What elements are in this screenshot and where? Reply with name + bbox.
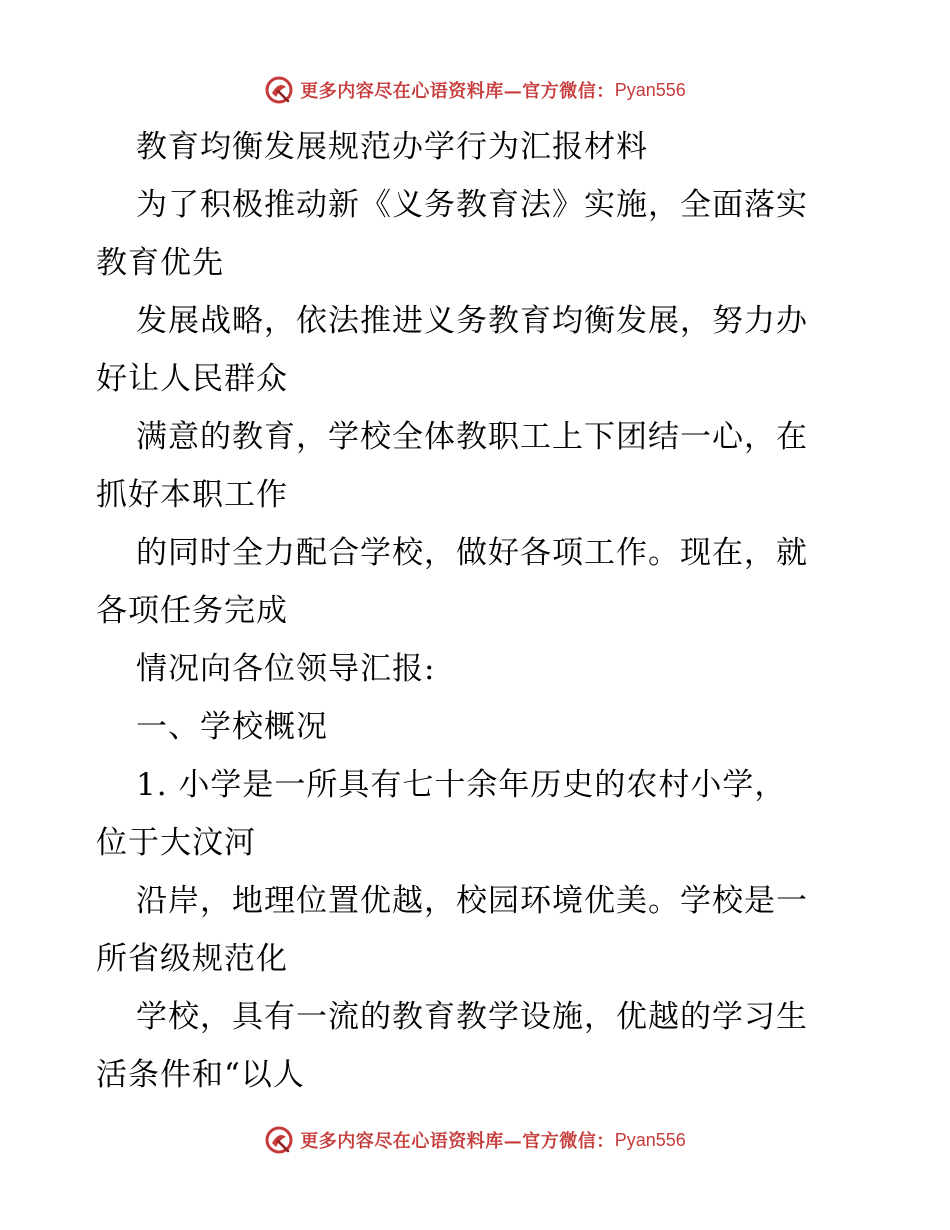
header-watermark <box>0 70 950 110</box>
document-line: 教育均衡发展规范办学行为汇报材料 <box>136 129 648 165</box>
document-line: 各项任务完成 <box>96 593 288 629</box>
document-line: 沿岸，地理位置优越，校园环境优美。学校是一 <box>136 883 808 919</box>
footer-watermark <box>0 1120 950 1160</box>
document-line: 为了积极推动新《义务教育法》实施，全面落实 <box>136 187 808 223</box>
watermark-text: 更多内容尽在心语资料库—官方微信： <box>300 81 615 102</box>
document-body <box>96 118 856 1104</box>
document-line: 活条件和“以人 <box>96 1057 305 1093</box>
watermark-text: 更多内容尽在心语资料库—官方微信： <box>300 1131 615 1152</box>
document-line: 教育优先 <box>96 245 224 281</box>
watermark-wechat-id: Pyan556 <box>614 79 686 100</box>
document-line: 一、学校概况 <box>136 709 328 745</box>
document-line: 的同时全力配合学校，做好各项工作。现在，就 <box>136 535 808 571</box>
document-line: 好让人民群众 <box>96 361 288 397</box>
document-line: 1. 小学是一所具有七十余年历史的农村小学， <box>136 767 787 803</box>
swirl-logo-icon <box>264 1125 294 1155</box>
document-line: 抓好本职工作 <box>96 477 288 513</box>
swirl-logo-icon <box>264 75 294 105</box>
document-line: 发展战略，依法推进义务教育均衡发展，努力办 <box>136 303 808 339</box>
document-line: 位于大汶河 <box>96 825 256 861</box>
document-line: 所省级规范化 <box>96 941 288 977</box>
document-line: 学校，具有一流的教育教学设施，优越的学习生 <box>136 999 808 1035</box>
document-line: 情况向各位领导汇报: <box>136 651 436 687</box>
watermark-wechat-id: Pyan556 <box>614 1129 686 1150</box>
document-line: 满意的教育，学校全体教职工上下团结一心，在 <box>136 419 808 455</box>
